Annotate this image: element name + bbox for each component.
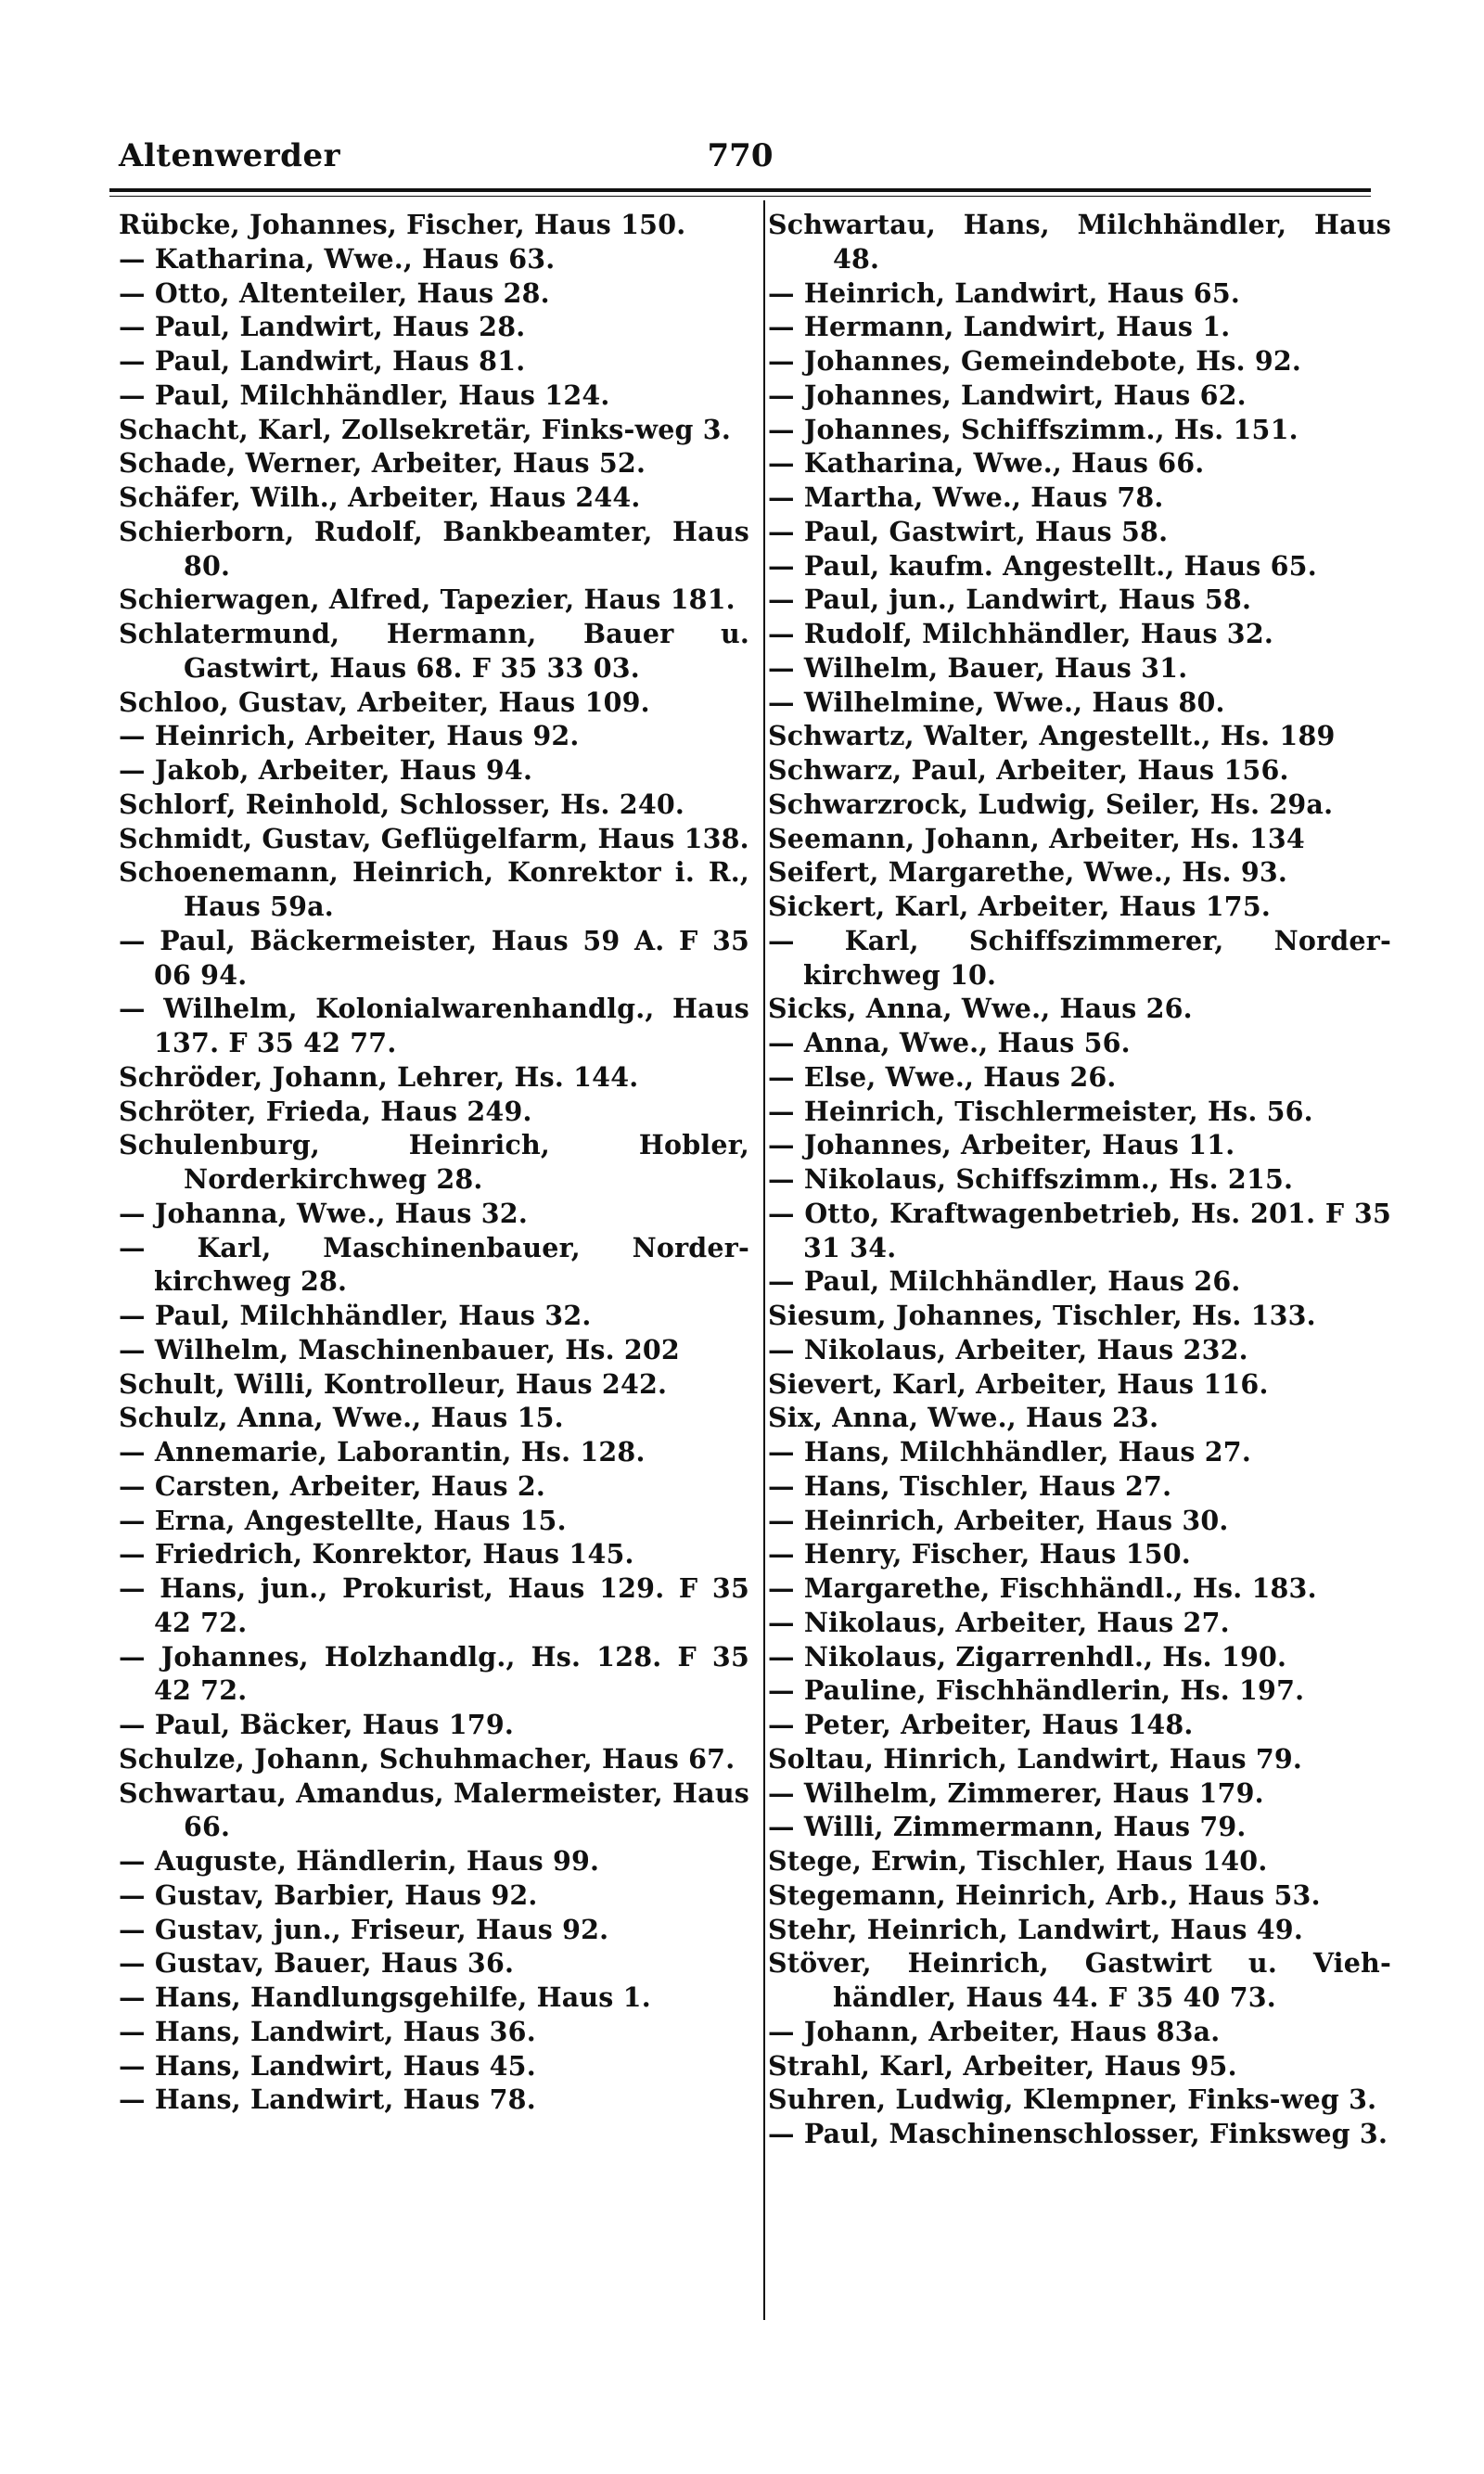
directory-entry: Siesum, Johannes, Tischler, Hs. 133. (768, 1300, 1316, 1331)
directory-entry: — Wilhelm, Zimmerer, Haus 179. (768, 1776, 1264, 1809)
directory-entry: — Johannes, Holzhandlg., Hs. 128. F 35 42 72. (119, 1640, 749, 1707)
directory-entry: — Margarethe, Fischhändl., Hs. 183. (768, 1572, 1317, 1604)
directory-entry: Schröter, Frieda, Haus 249. (119, 1095, 532, 1127)
directory-entry: Strahl, Karl, Arbeiter, Haus 95. (768, 2049, 1237, 2082)
directory-entry: — Martha, Wwe., Haus 78. (768, 481, 1164, 513)
directory-entry: — Wilhelm, Bauer, Haus 31. (768, 651, 1188, 684)
page-number: 770 (707, 137, 774, 174)
directory-entry: — Rudolf, Milchhändler, Haus 32. (768, 618, 1273, 649)
directory-entry: — Johannes, Arbeiter, Haus 11. (768, 1129, 1235, 1161)
directory-entry: — Hans, jun., Prokurist, Haus 129. F 35 42 72. (119, 1572, 749, 1638)
directory-entry: — Wilhelm, Maschinenbauer, Hs. 202 (119, 1333, 680, 1365)
directory-entry: — Heinrich, Tischlermeister, Hs. 56. (768, 1095, 1313, 1127)
directory-entry: — Paul, Milchhändler, Haus 32. (119, 1300, 592, 1331)
directory-entry: Stöver, Heinrich, Gastwirt u. Vieh-händler, Haus 44. F 35 40 73. (768, 1947, 1391, 2013)
directory-entry: Schwartau, Hans, Milchhändler, Haus 48. (768, 209, 1391, 275)
directory-entry: Schwarzrock, Ludwig, Seiler, Hs. 29a. (768, 788, 1334, 820)
running-head: Altenwerder (119, 137, 340, 174)
directory-entry: — Hans, Handlungsgehilfe, Haus 1. (119, 1981, 651, 2013)
directory-entry: Schulze, Johann, Schuhmacher, Haus 67. (119, 1742, 736, 1775)
directory-entry: — Pauline, Fischhändlerin, Hs. 197. (768, 1674, 1305, 1707)
directory-entry: — Henry, Fischer, Haus 150. (768, 1538, 1191, 1570)
directory-entry: Schoenemann, Heinrich, Konrektor i. R., Haus 59a. (119, 856, 749, 922)
directory-entry: Schwarz, Paul, Arbeiter, Haus 156. (768, 754, 1289, 786)
directory-entry: Seemann, Johann, Arbeiter, Hs. 134 (768, 822, 1305, 854)
directory-entry: Schwartz, Walter, Angestellt., Hs. 189 (768, 720, 1336, 752)
directory-entry: Stehr, Heinrich, Landwirt, Haus 49. (768, 1913, 1303, 1945)
directory-entry: — Nikolaus, Zigarrenhdl., Hs. 190. (768, 1640, 1287, 1673)
directory-entry: — Willi, Zimmermann, Haus 79. (768, 1811, 1247, 1843)
directory-entry: — Heinrich, Landwirt, Haus 65. (768, 276, 1240, 309)
directory-entry: — Otto, Kraftwagenbetrieb, Hs. 201. F 35 31 34. (768, 1197, 1391, 1263)
directory-entry: Schmidt, Gustav, Geflügelfarm, Haus 138. (119, 822, 749, 854)
directory-entry: — Else, Wwe., Haus 26. (768, 1060, 1117, 1093)
directory-entry: — Heinrich, Arbeiter, Haus 92. (119, 720, 580, 752)
directory-entry: — Wilhelm, Kolonialwarenhandlg., Haus 137. F 35 42 77. (119, 993, 749, 1058)
header-rule-thin (109, 196, 1371, 197)
directory-entry: Schröder, Johann, Lehrer, Hs. 144. (119, 1060, 639, 1093)
page-header (119, 137, 1362, 184)
header-rule (109, 188, 1371, 192)
directory-entry: Sicks, Anna, Wwe., Haus 26. (768, 993, 1193, 1025)
directory-entry: Schloo, Gustav, Arbeiter, Haus 109. (119, 686, 650, 718)
directory-entry: Schulz, Anna, Wwe., Haus 15. (119, 1402, 564, 1434)
directory-entry: — Nikolaus, Arbeiter, Haus 27. (768, 1606, 1230, 1638)
directory-entry: — Karl, Maschinenbauer, Norder-kirchweg 28. (119, 1231, 749, 1298)
directory-entry: — Hans, Landwirt, Haus 36. (119, 2015, 536, 2047)
directory-entry: — Johannes, Gemeindebote, Hs. 92. (768, 345, 1302, 377)
directory-entry: Stege, Erwin, Tischler, Haus 140. (768, 1845, 1268, 1877)
directory-entry: — Annemarie, Laborantin, Hs. 128. (119, 1436, 646, 1468)
directory-entry: Schwartau, Amandus, Malermeister, Haus 66. (119, 1776, 749, 1843)
directory-entry: — Gustav, Bauer, Haus 36. (119, 1947, 515, 1980)
directory-entry: — Gustav, Barbier, Haus 92. (119, 1878, 538, 1911)
directory-entry: — Erna, Angestellte, Haus 15. (119, 1504, 567, 1536)
directory-entry: — Nikolaus, Arbeiter, Haus 232. (768, 1333, 1248, 1365)
directory-entry: Schult, Willi, Kontrolleur, Haus 242. (119, 1367, 668, 1400)
directory-entry: — Paul, Bäcker, Haus 179. (119, 1709, 515, 1740)
directory-entry: — Otto, Altenteiler, Haus 28. (119, 276, 550, 309)
directory-entry: — Hans, Tischler, Haus 27. (768, 1469, 1172, 1502)
directory-entry: — Paul, Bäckermeister, Haus 59 A. F 35 06 94. (119, 924, 749, 991)
directory-entry: — Carsten, Arbeiter, Haus 2. (119, 1469, 546, 1502)
left-column (119, 208, 749, 2117)
directory-entry: Sickert, Karl, Arbeiter, Haus 175. (768, 891, 1271, 922)
directory-entry: Schade, Werner, Arbeiter, Haus 52. (119, 447, 646, 480)
directory-entry: — Paul, Landwirt, Haus 81. (119, 345, 526, 377)
directory-entry: Rübcke, Johannes, Fischer, Haus 150. (119, 209, 686, 240)
directory-entry: — Johannes, Schiffszimm., Hs. 151. (768, 413, 1298, 445)
directory-entry: — Johann, Arbeiter, Haus 83a. (768, 2015, 1221, 2047)
directory-entry: — Paul, Gastwirt, Haus 58. (768, 515, 1169, 547)
directory-entry: — Anna, Wwe., Haus 56. (768, 1027, 1131, 1058)
directory-entry: Six, Anna, Wwe., Haus 23. (768, 1402, 1159, 1434)
directory-entry: — Johannes, Landwirt, Haus 62. (768, 378, 1247, 411)
directory-entry: — Paul, Landwirt, Haus 28. (119, 311, 526, 343)
directory-entry: — Katharina, Wwe., Haus 66. (768, 447, 1205, 480)
directory-entry: Suhren, Ludwig, Klempner, Finks-weg 3. (768, 2083, 1377, 2116)
directory-entry: Schlatermund, Hermann, Bauer u. Gastwirt, Haus 68. F 35 33 03. (119, 618, 749, 684)
directory-entry: — Hans, Landwirt, Haus 78. (119, 2083, 536, 2116)
directory-entry: Sievert, Karl, Arbeiter, Haus 116. (768, 1367, 1269, 1400)
directory-entry: — Hans, Milchhändler, Haus 27. (768, 1436, 1251, 1468)
directory-entry: Schierborn, Rudolf, Bankbeamter, Haus 80. (119, 515, 749, 582)
directory-entry: Soltau, Hinrich, Landwirt, Haus 79. (768, 1742, 1303, 1775)
directory-entry: Schulenburg, Heinrich, Hobler, Norderkirchweg 28. (119, 1129, 749, 1195)
directory-entry: Schäfer, Wilh., Arbeiter, Haus 244. (119, 481, 641, 513)
directory-entry: Schlorf, Reinhold, Schlosser, Hs. 240. (119, 788, 685, 820)
directory-entry: Schierwagen, Alfred, Tapezier, Haus 181. (119, 583, 736, 616)
directory-entry: — Nikolaus, Schiffszimm., Hs. 215. (768, 1163, 1294, 1195)
column-divider (763, 200, 765, 2320)
directory-entry: — Karl, Schiffszimmerer, Norder-kirchweg 10. (768, 924, 1391, 991)
directory-entry: — Peter, Arbeiter, Haus 148. (768, 1709, 1194, 1740)
directory-entry: — Katharina, Wwe., Haus 63. (119, 242, 556, 275)
directory-entry: — Gustav, jun., Friseur, Haus 92. (119, 1913, 609, 1945)
directory-entry: Seifert, Margarethe, Wwe., Hs. 93. (768, 856, 1288, 889)
directory-entry: — Paul, jun., Landwirt, Haus 58. (768, 583, 1252, 616)
directory-entry: — Paul, Maschinenschlosser, Finksweg 3. (768, 2118, 1388, 2149)
directory-entry: — Wilhelmine, Wwe., Haus 80. (768, 686, 1225, 718)
directory-entry: — Hans, Landwirt, Haus 45. (119, 2049, 536, 2082)
directory-entry: — Friedrich, Konrektor, Haus 145. (119, 1538, 634, 1570)
directory-entry: — Paul, kaufm. Angestellt., Haus 65. (768, 549, 1317, 582)
directory-entry: — Heinrich, Arbeiter, Haus 30. (768, 1504, 1229, 1536)
directory-entry: Stegemann, Heinrich, Arb., Haus 53. (768, 1878, 1321, 1911)
right-column (768, 208, 1391, 2151)
directory-entry: — Johanna, Wwe., Haus 32. (119, 1197, 528, 1229)
directory-entry: Schacht, Karl, Zollsekretär, Finks-weg 3. (119, 413, 731, 445)
directory-entry: — Jakob, Arbeiter, Haus 94. (119, 754, 533, 786)
directory-entry: — Paul, Milchhändler, Haus 124. (119, 378, 610, 411)
directory-entry: — Paul, Milchhändler, Haus 26. (768, 1265, 1241, 1298)
directory-entry: — Hermann, Landwirt, Haus 1. (768, 311, 1231, 343)
directory-entry: — Auguste, Händlerin, Haus 99. (119, 1845, 600, 1877)
